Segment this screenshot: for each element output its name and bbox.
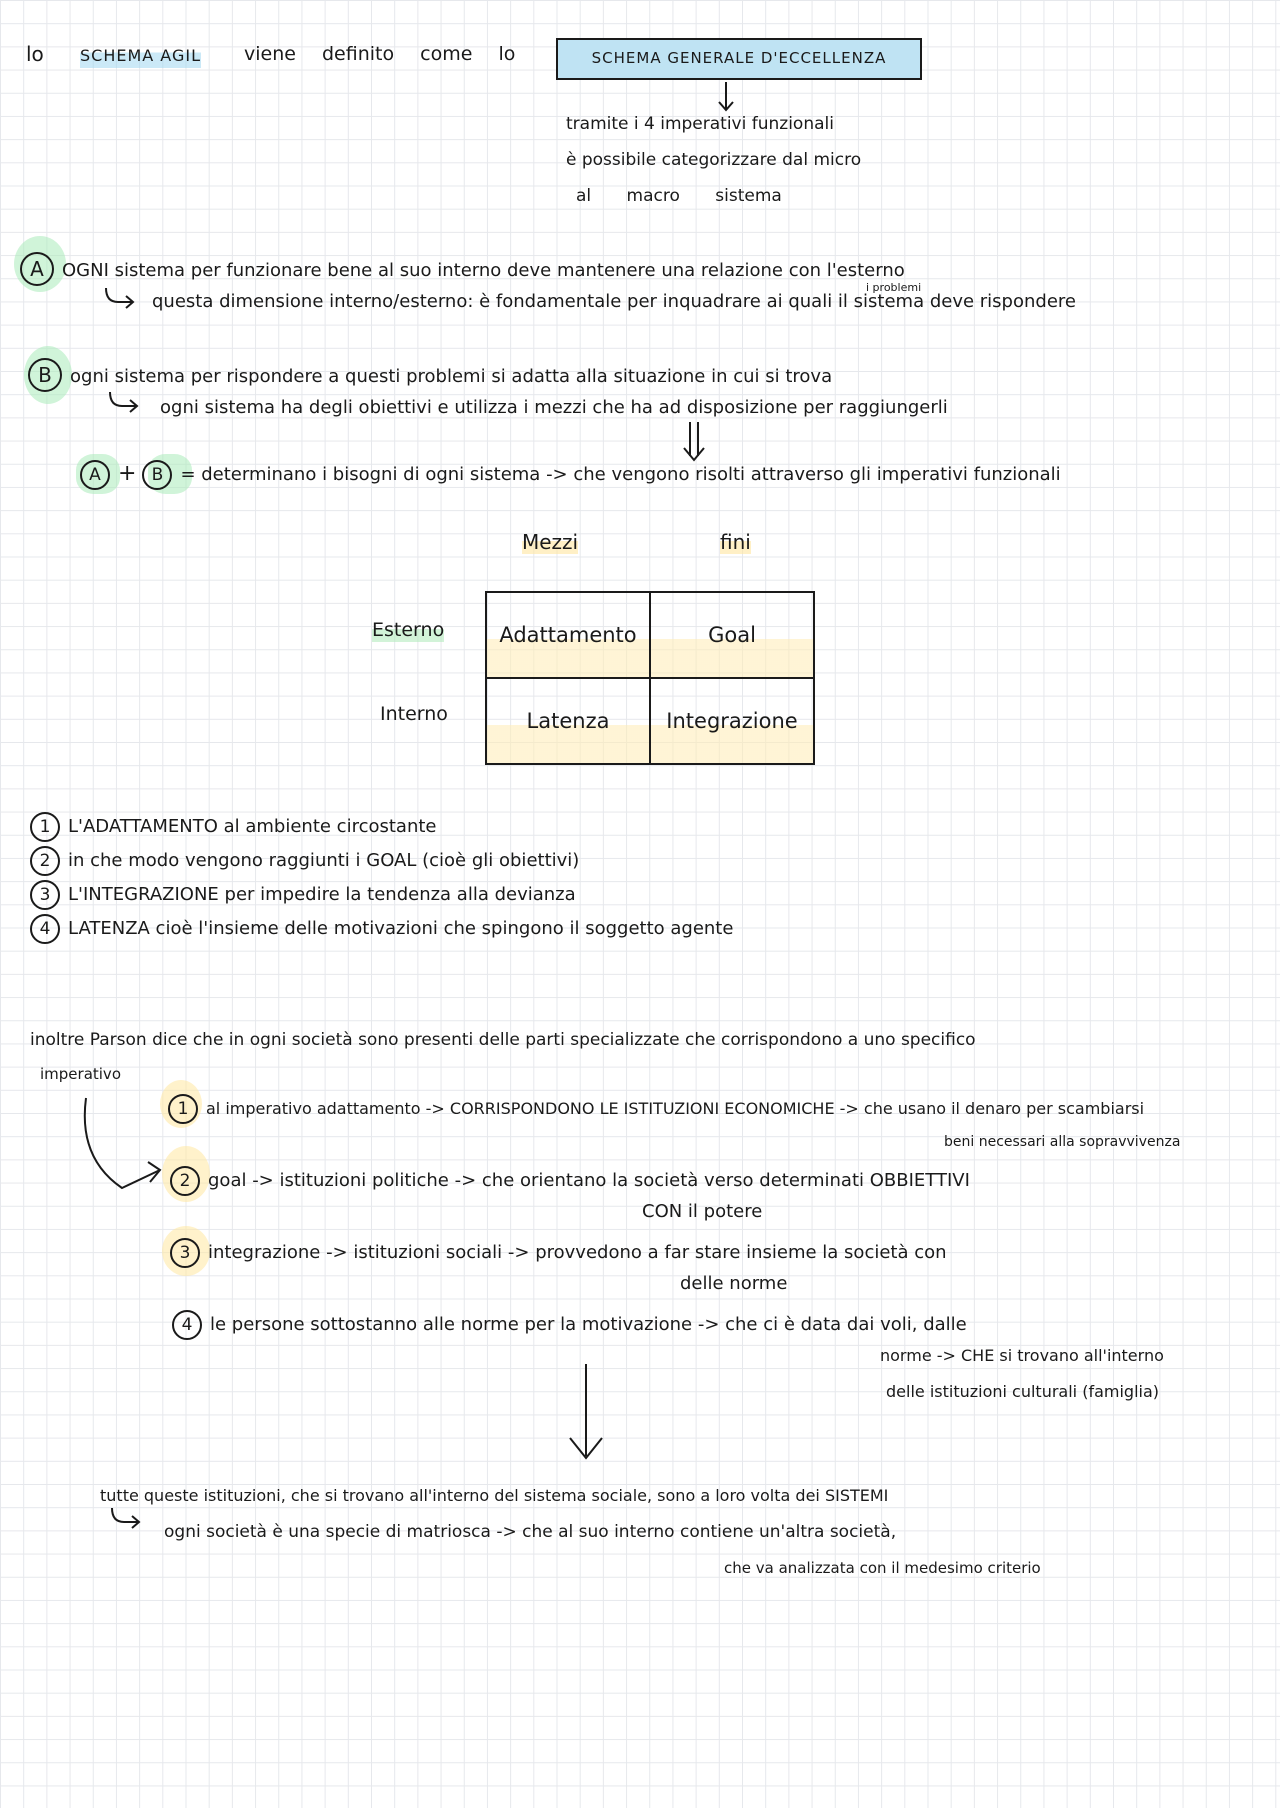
list-text: L'INTEGRAZIONE per impedire la tendenza alla devianza <box>68 884 576 905</box>
big-down-arrow-icon <box>566 1364 606 1462</box>
badge-a: A <box>20 252 54 286</box>
combo-text: = determinano i bisogni di ogni sistema -> che vengono risolti attraverso gli imperativi funzionali <box>180 464 1061 485</box>
conclusion-line2: ogni società è una specie di matriosca -> che al suo interno contiene un'altra società, <box>164 1522 897 1542</box>
cell-latenza: Latenza <box>486 678 650 764</box>
parsons-item-4 <box>172 1310 967 1340</box>
list-item <box>30 846 1030 880</box>
parsons-line1: inoltre Parson dice che in ogni società sono presenti delle parti specializzate che corrispondono a uno specifico <box>30 1030 976 1050</box>
imperatives-list <box>30 812 1030 948</box>
hook-arrow-icon <box>106 392 142 414</box>
list-num: 1 <box>30 812 60 842</box>
section-a-text1: OGNI sistema per funzionare bene al suo interno deve mantenere una relazione con l'esterno <box>62 260 905 281</box>
list-num: 4 <box>30 914 60 944</box>
parsons-main-4: le persone sottostanno alle norme per la motivazione -> che ci è data dai voli, dalle <box>210 1314 967 1335</box>
list-item <box>30 812 1030 846</box>
curved-arrow-icon <box>82 1098 172 1202</box>
intro-sub-line3: al macro sistema <box>576 186 782 206</box>
parsons-num-1: 1 <box>168 1094 198 1124</box>
parsons-main-1: al imperativo adattamento -> CORRISPONDONO LE ISTITUZIONI ECONOMICHE -> che usano il denaro per scambiarsi <box>206 1099 1145 1118</box>
grid-row-esterno: Esterno <box>372 619 445 641</box>
parsons-num-3: 3 <box>170 1238 200 1268</box>
cell-goal: Goal <box>650 592 814 678</box>
hook-arrow-icon <box>108 1508 144 1530</box>
parsons-cont-3: delle norme <box>680 1273 788 1294</box>
cell-integrazione: Integrazione <box>650 678 814 764</box>
combo-line <box>80 460 1061 490</box>
parsons-cont-2: CON il potere <box>642 1201 763 1222</box>
parsons-item-2 <box>170 1166 970 1196</box>
combo-badge-b: B <box>142 460 172 490</box>
combo-badge-a: A <box>80 460 110 490</box>
parsons-main-2: goal -> istituzioni politiche -> che orientano la società verso determinati OBBIETTIVI <box>208 1170 970 1191</box>
parsons-cont-1: beni necessari alla sopravvivenza <box>944 1134 1181 1150</box>
down-arrow-icon <box>716 82 736 114</box>
section-b-line2: ogni sistema ha degli obiettivi e utilizza i mezzi che ha ad disposizione per raggiungerli <box>160 397 948 418</box>
intro-sub-line1: tramite i 4 imperativi funzionali <box>566 114 834 134</box>
intro-sub-line2: è possibile categorizzare dal micro <box>566 150 862 170</box>
parsons-line2: imperativo <box>40 1065 121 1083</box>
schema-generale-box: SCHEMA GENERALE D'ECCELLENZA <box>556 38 922 80</box>
intro-viene-definito: viene definito come lo <box>244 43 516 65</box>
parsons-num-4: 4 <box>172 1310 202 1340</box>
list-text: LATENZA cioè l'insieme delle motivazioni che spingono il soggetto agente <box>68 918 734 939</box>
parsons-item-1 <box>168 1094 1144 1124</box>
badge-b: B <box>28 358 62 392</box>
list-text: in che modo vengono raggiunti i GOAL (cioè gli obiettivi) <box>68 850 580 871</box>
double-down-arrow-icon <box>680 422 708 462</box>
list-num: 2 <box>30 846 60 876</box>
conclusion-line3: che va analizzata con il medesimo criterio <box>724 1559 1041 1577</box>
section-a-line1 <box>20 252 905 286</box>
section-a-line2: questa dimensione interno/esterno: è fondamentale per inquadrare ai quali il sistema deve rispondere <box>152 291 1076 312</box>
grid-col-fini: fini <box>720 530 751 554</box>
parsons-cont-4b: delle istituzioni culturali (famiglia) <box>886 1382 1159 1401</box>
list-num: 3 <box>30 880 60 910</box>
list-text: L'ADATTAMENTO al ambiente circostante <box>68 816 437 837</box>
section-b-line1 <box>28 358 832 392</box>
list-item <box>30 914 1030 948</box>
intro-lo: lo <box>26 42 44 66</box>
section-a-problems-note: i problemi <box>866 281 922 294</box>
grid-row-interno: Interno <box>380 703 448 725</box>
cell-adattamento: Adattamento <box>486 592 650 678</box>
grid-col-mezzi: Mezzi <box>522 530 579 554</box>
parsons-main-3: integrazione -> istituzioni sociali -> provvedono a far stare insieme la società con <box>208 1242 947 1263</box>
parsons-item-3 <box>170 1238 947 1268</box>
agil-grid <box>485 591 815 765</box>
conclusion-line1: tutte queste istituzioni, che si trovano all'interno del sistema sociale, sono a loro volta dei SISTEMI <box>100 1486 889 1505</box>
section-b-text1: ogni sistema per rispondere a questi problemi si adatta alla situazione in cui si trova <box>70 366 833 387</box>
intro-schema-agil: SCHEMA AGIL <box>80 44 201 68</box>
combo-plus: + <box>118 461 137 486</box>
list-item <box>30 880 1030 914</box>
parsons-num-2: 2 <box>170 1166 200 1196</box>
hook-arrow-icon <box>102 288 138 310</box>
parsons-cont-4: norme -> CHE si trovano all'interno <box>880 1346 1164 1365</box>
